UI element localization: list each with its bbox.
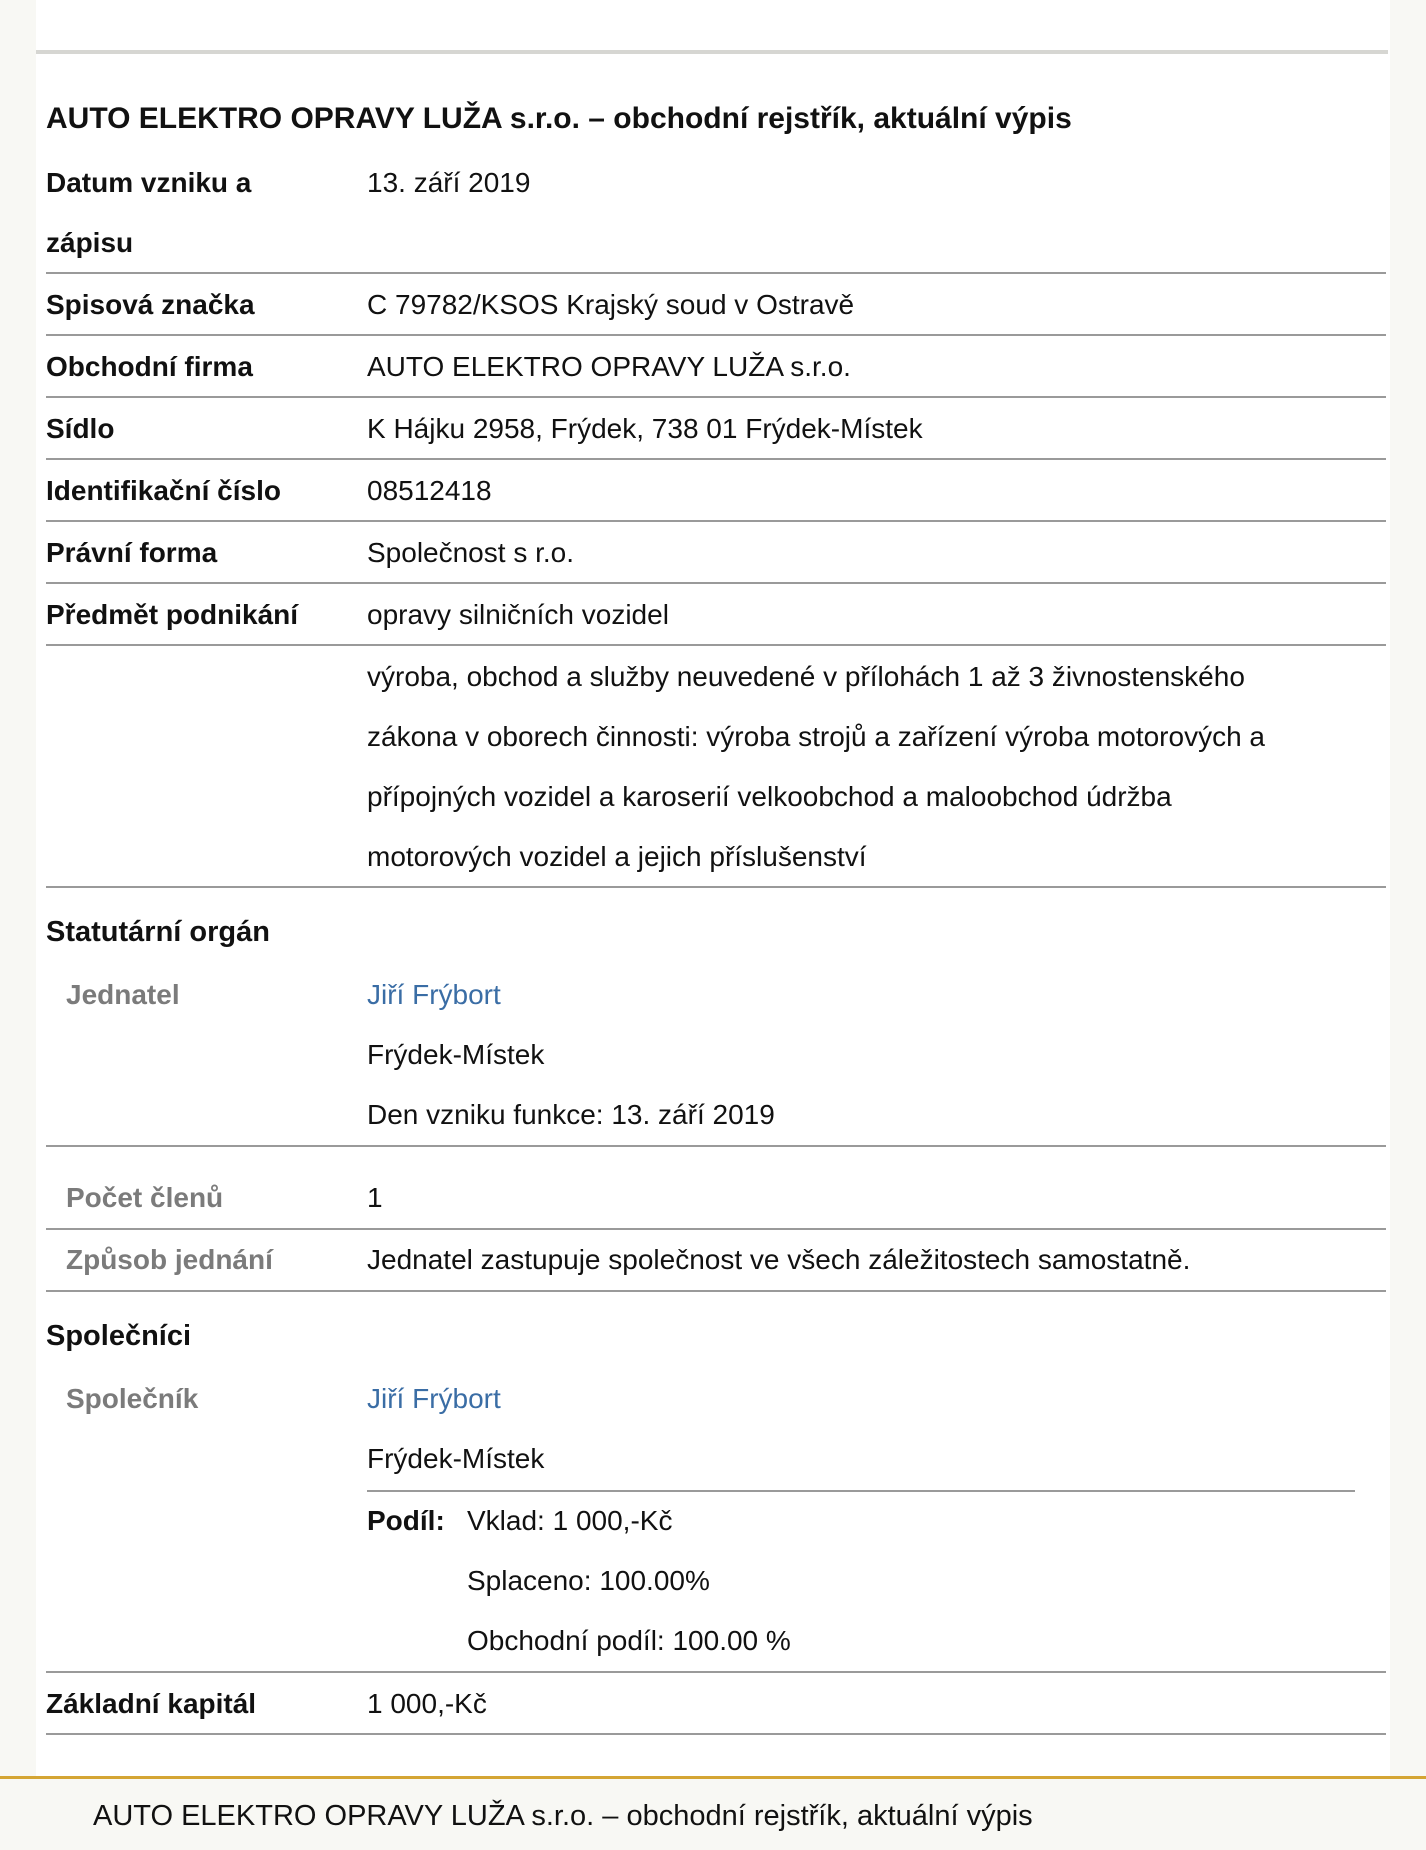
label-jednatel: Jednatel bbox=[66, 979, 180, 1010]
row-divider bbox=[46, 1290, 1386, 1292]
spolecnik-name-link[interactable]: Jiří Frýbort bbox=[367, 1383, 501, 1414]
value-predmet-item-2-line-1: výroba, obchod a služby neuvedené v přílohách 1 až 3 živnostenského bbox=[367, 661, 1245, 692]
label-pravni-forma: Právní forma bbox=[46, 537, 218, 568]
footer-title: AUTO ELEKTRO OPRAVY LUŽA s.r.o. – obchodní rejstřík, aktuální výpis bbox=[93, 1800, 1033, 1832]
value-pocet-clenu: 1 bbox=[367, 1182, 383, 1213]
value-pravni-forma: Společnost s r.o. bbox=[367, 537, 575, 568]
row-divider bbox=[46, 886, 1386, 888]
section-spolecnici: Společníci bbox=[46, 1320, 192, 1352]
row-divider bbox=[46, 334, 1386, 336]
value-predmet-item-2-line-2: zákona v oborech činnosti: výroba strojů a zařízení výroba motorových a bbox=[367, 721, 1265, 752]
row-divider bbox=[46, 272, 1386, 274]
label-zakladni-kapital: Základní kapitál bbox=[46, 1688, 257, 1719]
label-ico: Identifikační číslo bbox=[46, 475, 281, 506]
value-zakladni-kapital: 1 000,-Kč bbox=[367, 1688, 487, 1719]
register-extract-card bbox=[36, 0, 1390, 1776]
label-spolecnik: Společník bbox=[66, 1383, 199, 1414]
jednatel-name-link[interactable]: Jiří Frýbort bbox=[367, 979, 501, 1010]
value-ico: 08512418 bbox=[367, 475, 492, 506]
row-divider bbox=[46, 458, 1386, 460]
value-predmet-item-1: opravy silničních vozidel bbox=[367, 599, 669, 630]
row-divider bbox=[46, 582, 1386, 584]
footer-divider bbox=[0, 1776, 1426, 1779]
podil-label: Podíl: bbox=[367, 1505, 445, 1536]
label-obchodni-firma: Obchodní firma bbox=[46, 351, 253, 382]
label-datum-vzniku: Datum vzniku a zápisu bbox=[46, 167, 252, 258]
top-divider bbox=[36, 50, 1388, 54]
row-divider bbox=[46, 644, 1386, 646]
page-title: AUTO ELEKTRO OPRAVY LUŽA s.r.o. – obchodní rejstřík, aktuální výpis bbox=[46, 102, 1072, 135]
jednatel-city: Frýdek-Místek bbox=[367, 1039, 545, 1070]
podil-obchodni-podil: Obchodní podíl: 100.00 % bbox=[467, 1625, 791, 1656]
label-zpusob-jednani: Způsob jednání bbox=[66, 1244, 273, 1275]
spolecnik-city: Frýdek-Místek bbox=[367, 1443, 545, 1474]
value-predmet-item-2-line-4: motorových vozidel a jejich příslušenství bbox=[367, 841, 867, 872]
value-predmet-item-2-line-3: přípojných vozidel a karoserií velkoobchod a maloobchod údržba bbox=[367, 781, 1172, 812]
podil-vklad: Vklad: 1 000,-Kč bbox=[467, 1505, 673, 1536]
value-spisova-znacka: C 79782/KSOS Krajský soud v Ostravě bbox=[367, 289, 855, 320]
jednatel-since: Den vzniku funkce: 13. září 2019 bbox=[367, 1099, 775, 1130]
row-divider bbox=[46, 520, 1386, 522]
podil-splaceno: Splaceno: 100.00% bbox=[467, 1565, 710, 1596]
label-pocet-clenu: Počet členů bbox=[66, 1182, 224, 1213]
row-divider bbox=[46, 396, 1386, 398]
row-divider bbox=[46, 1145, 1386, 1147]
value-zpusob-jednani: Jednatel zastupuje společnost ve všech záležitostech samostatně. bbox=[367, 1244, 1191, 1275]
row-divider bbox=[46, 1671, 1386, 1673]
row-divider bbox=[46, 1733, 1386, 1735]
label-predmet-podnikani: Předmět podnikání bbox=[46, 599, 299, 630]
value-sidlo: K Hájku 2958, Frýdek, 738 01 Frýdek-Místek bbox=[367, 413, 923, 444]
value-obchodni-firma: AUTO ELEKTRO OPRAVY LUŽA s.r.o. bbox=[367, 351, 851, 382]
label-sidlo: Sídlo bbox=[46, 413, 115, 444]
label-spisova-znacka: Spisová značka bbox=[46, 289, 255, 320]
value-datum-vzniku: 13. září 2019 bbox=[367, 167, 531, 198]
section-statutarni-organ: Statutární orgán bbox=[46, 916, 270, 948]
